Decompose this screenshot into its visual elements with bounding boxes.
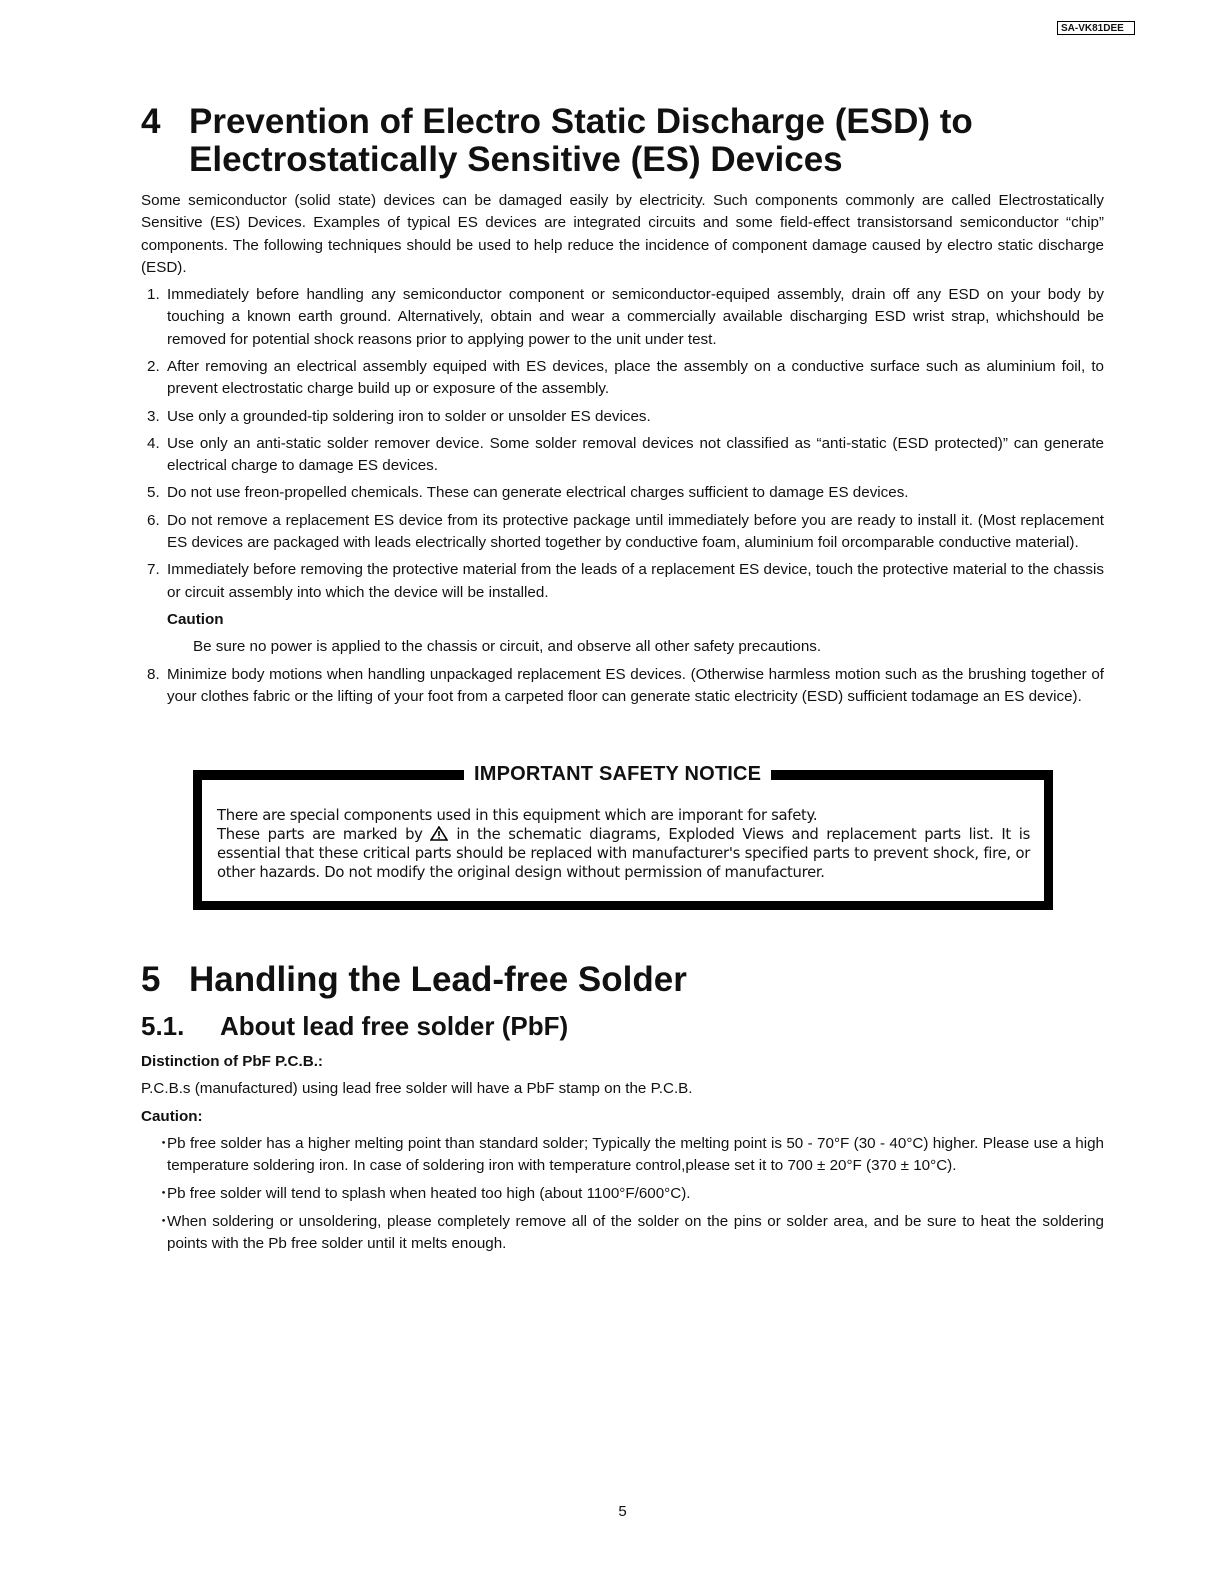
important-safety-notice: [193, 763, 1053, 910]
list-item-text: Do not use freon-propelled chemicals. These can generate electrical charges sufficient to damage ES devices.: [167, 484, 909, 502]
section-4-title-line1: Prevention of Electro Static Discharge (ESD) to: [189, 102, 973, 141]
list-item-text: Use only a grounded-tip soldering iron to solder or unsolder ES devices.: [167, 407, 651, 425]
section-5-1-heading: [141, 1011, 568, 1041]
esd-precautions-list: [141, 284, 1104, 713]
list-item-number: 1.: [147, 286, 160, 303]
section-5-title: Handling the Lead-free Solder: [189, 960, 687, 999]
notice-body: [217, 806, 1030, 882]
list-item: [141, 664, 1104, 709]
notice-title: IMPORTANT SAFETY NOTICE: [464, 763, 771, 785]
list-item-text: Pb free solder has a higher melting point than standard solder; Typically the melting point is 50 - 70°F (30 - 40°C) higher. Please use a high temperature soldering iron. In case of soldering iron with temperature control,please set it to 700 ± 20°F (370 ± 10°C).: [167, 1135, 1104, 1175]
caution-label: Caution:: [141, 1108, 203, 1125]
caution-block: [141, 609, 1104, 659]
page-number: 5: [618, 1503, 627, 1520]
list-item: [141, 1133, 1104, 1178]
list-item: [141, 406, 1104, 428]
list-item-number: 8.: [147, 665, 160, 683]
section-4-number: 4: [141, 102, 161, 141]
notice-line2b: in the schematic diagrams, Exploded Views and replacement parts list. It is essential that these critical parts should be replaced with manufacturer's specified parts to prevent shock, fire, or other hazards. Do not modify the original design without permission of manufacturer.: [217, 826, 1030, 881]
list-item-text: After removing an electrical assembly equiped with ES devices, place the assembly on a conductive surface such as aluminium foil, to prevent electrostatic charge build up or exposure of the assembly.: [167, 358, 1104, 398]
section-4-intro: Some semiconductor (solid state) devices can be damaged easily by electricity. Such components commonly are called Electrostatically Sensitive (ES) Devices. Examples of typical ES devices are integrated circuits and some field-effect transistorsand semiconductor “chip” components. The following techniques should be used to help reduce the incidence of component damage caused by electro static discharge (ESD).: [141, 192, 1104, 277]
list-item-number: 5.: [147, 484, 160, 502]
bullet-marker: ・: [156, 1135, 172, 1152]
section-5-number: 5: [141, 960, 161, 999]
section-4-title-line2: Electrostatically Sensitive (ES) Devices: [189, 140, 843, 179]
list-item-number: 3.: [147, 407, 160, 425]
section-4-heading: [141, 103, 1141, 179]
list-item-text: Immediately before removing the protective material from the leads of a replacement ES device, touch the protective material to the chassis or circuit assembly into which the device will be installed.: [167, 561, 1104, 601]
list-item-text: Do not remove a replacement ES device from its protective package until immediately before you are ready to install it. (Most replacement ES devices are packaged with leads electrically shorted together by conductive foam, aluminium foil orcomparable conductive material).: [167, 511, 1104, 552]
list-item: [141, 284, 1104, 351]
notice-line2a: These parts are marked by: [217, 826, 423, 843]
distinction-label: Distinction of PbF P.C.B.:: [141, 1053, 323, 1070]
distinction-text: P.C.B.s (manufactured) using lead free solder will have a PbF stamp on the P.C.B.: [141, 1080, 693, 1097]
bullet-marker: ・: [156, 1185, 172, 1203]
list-item: [141, 1183, 1104, 1205]
list-item-text: Use only an anti-static solder remover device. Some solder removal devices not classified as “anti-static (ESD protected)” can generate electrical charge to damage ES devices.: [167, 434, 1104, 475]
list-item: [141, 510, 1104, 555]
list-item: [141, 356, 1104, 401]
notice-line1: There are special components used in this equipment which are imporant for safety.: [217, 807, 818, 824]
bullet-marker: ・: [156, 1213, 172, 1230]
section-5-1-title: About lead free solder (PbF): [220, 1011, 569, 1041]
list-item: [141, 559, 1104, 604]
warning-triangle-icon: [430, 826, 448, 841]
section-5-1-number: 5.1.: [141, 1011, 185, 1041]
section-4-title: [189, 103, 1089, 179]
list-item-text: Minimize body motions when handling unpackaged replacement ES devices. (Otherwise harmless motion such as the brushing together of your clothes fabric or the lifting of your foot from a carpeted floor can generate static electricity (ESD) sufficient todamage an ES device).: [167, 665, 1104, 706]
list-item: [141, 482, 1104, 504]
caution-text: Be sure no power is applied to the chassis or circuit, and observe all other safety precautions.: [193, 638, 822, 656]
list-item: [141, 1211, 1104, 1256]
list-item-number: 7.: [147, 561, 160, 579]
list-item: [141, 433, 1104, 478]
list-item-text: Immediately before handling any semiconductor component or semiconductor-equiped assembly, drain off any ESD on your body by touching a known earth ground. Alternatively, obtain and wear a commercially available discharging ESD wrist strap, whichshould be removed for potential shock reasons prior to applying power to the unit under test.: [167, 286, 1104, 348]
list-item-number: 4.: [147, 434, 160, 452]
list-item-number: 6.: [147, 511, 160, 529]
model-number-tag: SA-VK81DEE: [1057, 21, 1135, 35]
caution-title: Caution: [167, 610, 224, 628]
list-item-text: When soldering or unsoldering, please completely remove all of the solder on the pins or solder area, and be sure to heat the soldering points with the Pb free solder until it melts enough.: [167, 1213, 1104, 1253]
section-5-heading: [141, 961, 1141, 999]
list-item-number: 2.: [147, 358, 160, 376]
list-item-text: Pb free solder will tend to splash when heated too high (about 1100°F/600°C).: [167, 1185, 691, 1203]
lead-free-caution-list: [141, 1133, 1104, 1261]
